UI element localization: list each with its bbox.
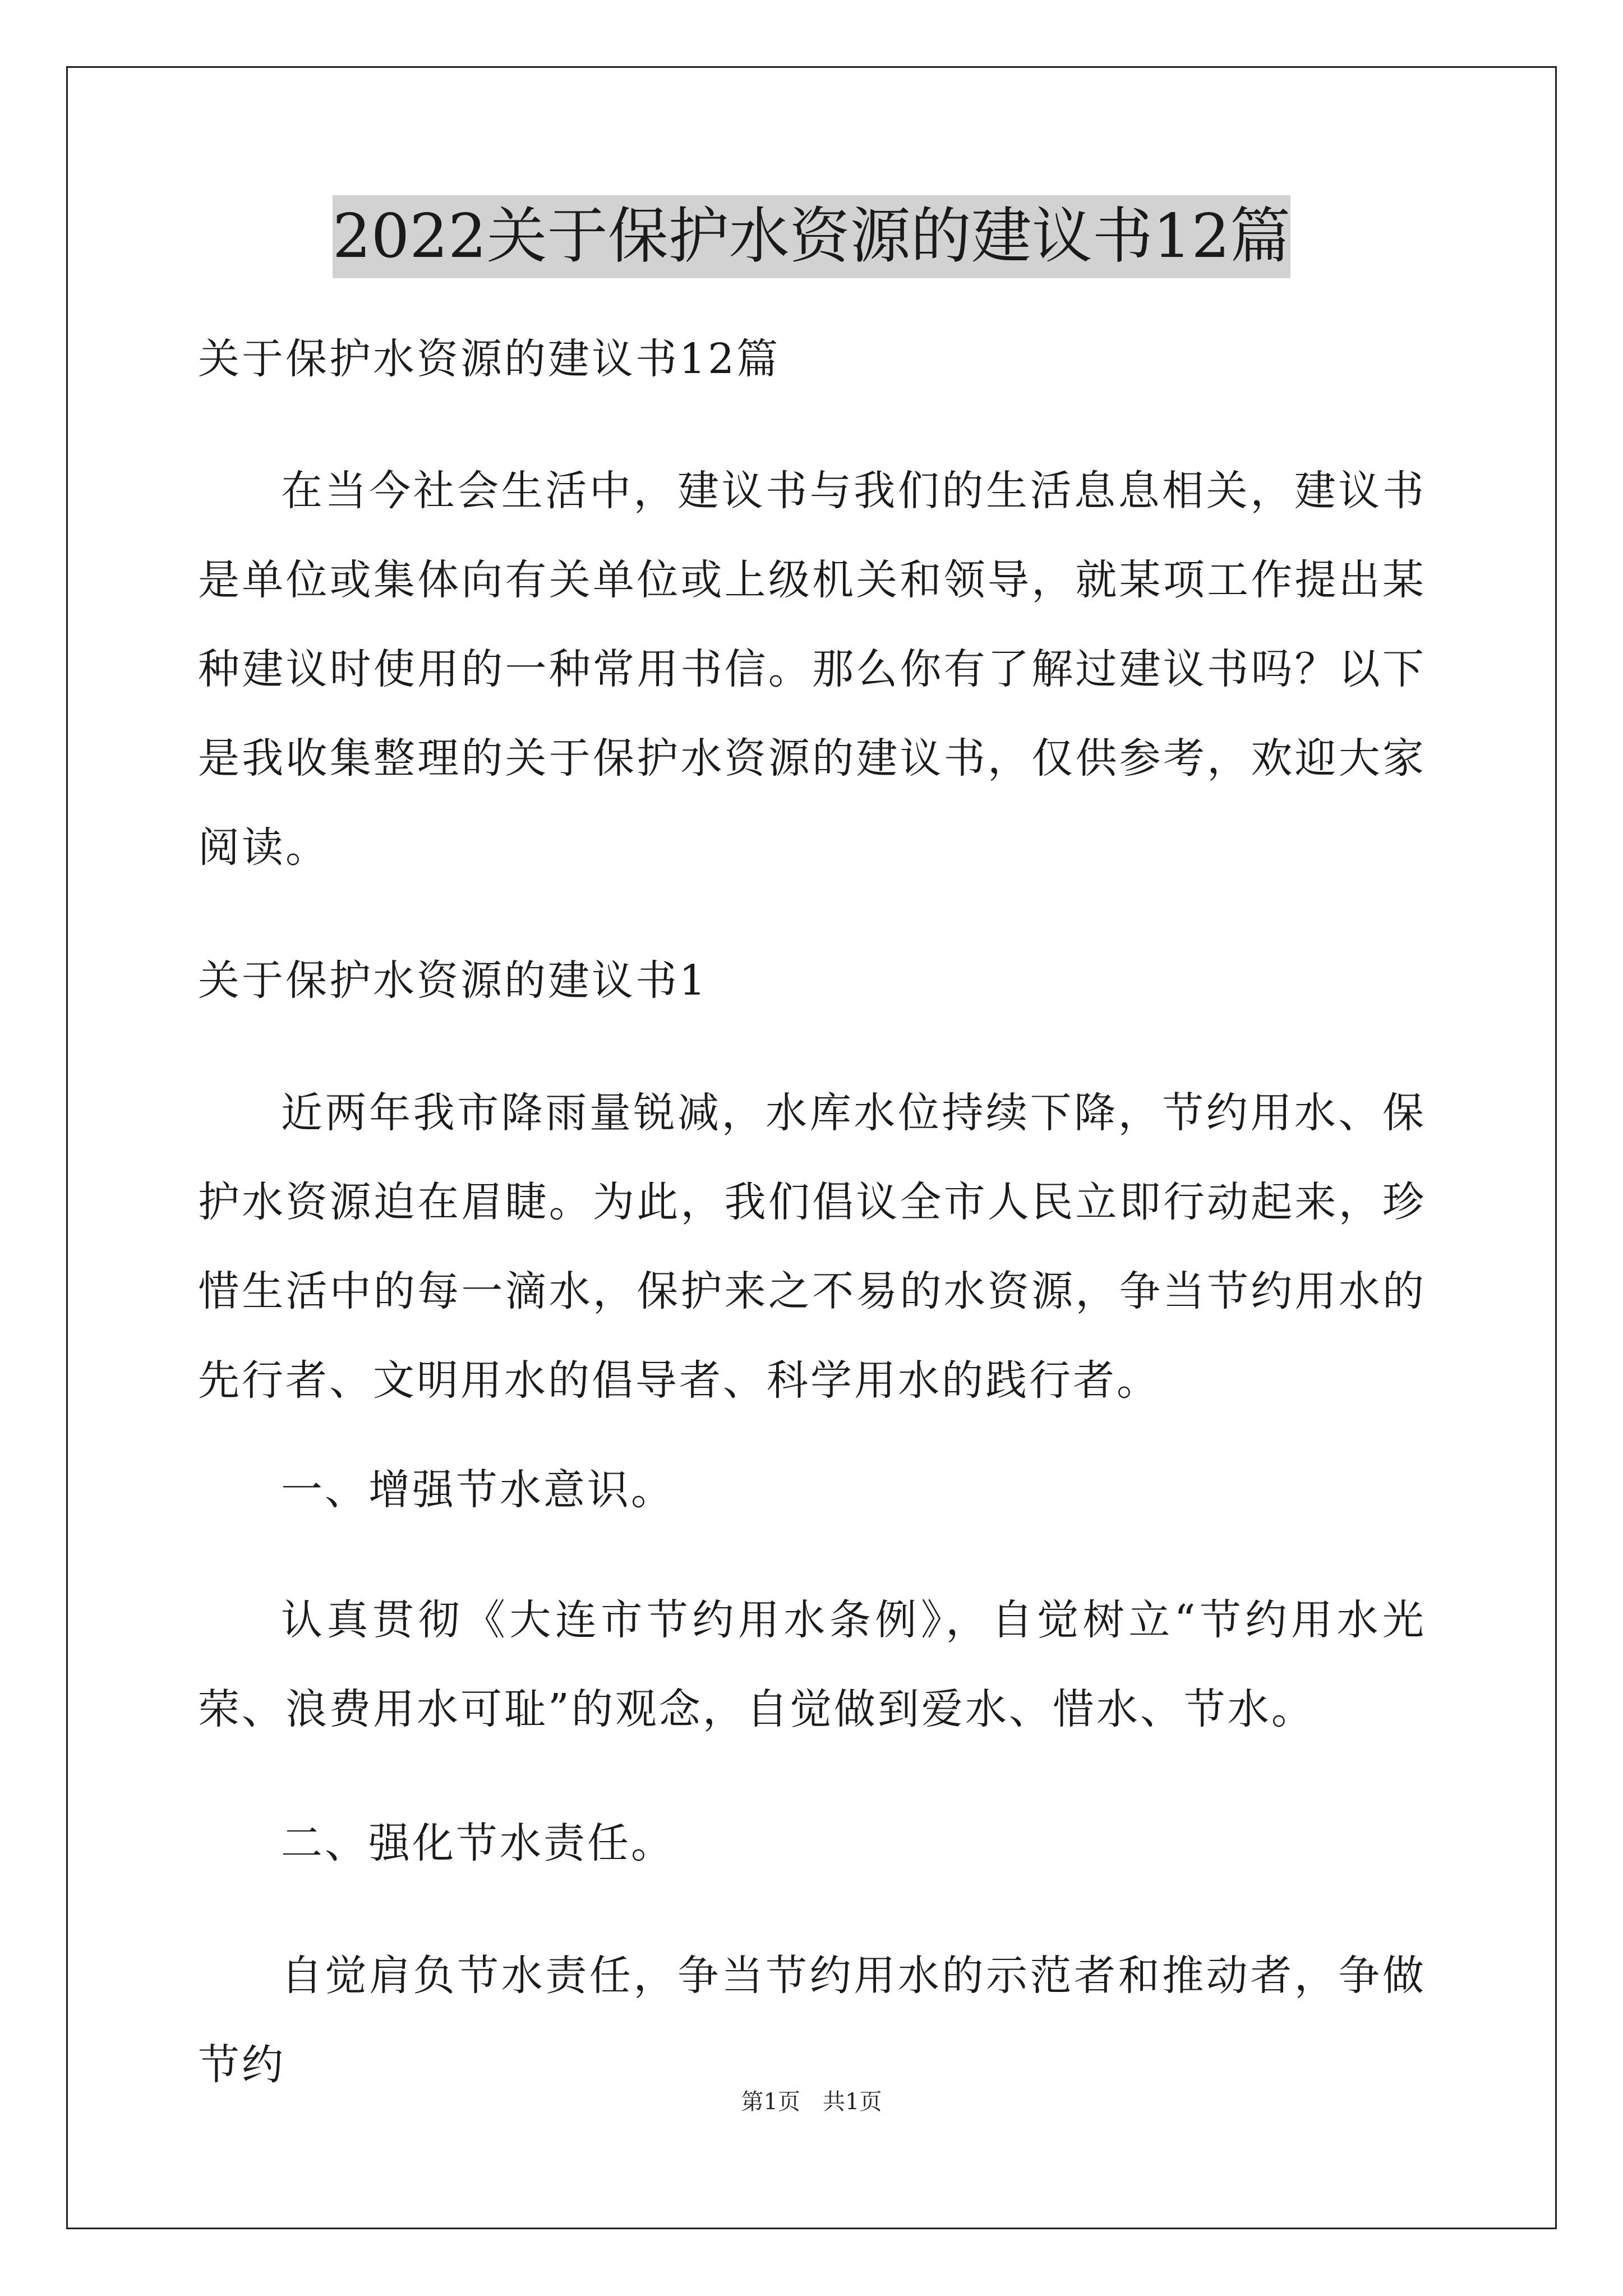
section-paragraph-3: 认真贯彻《大连市节约用水条例》，自觉树立“节约用水光荣、浪费用水可耻”的观念，自觉做到爱水、惜水、节水。 [198,1596,1426,1733]
section-paragraph-5: 自觉肩负节水责任，争当节约用水的示范者和推动者，争做节约 [198,1952,1426,2089]
title-block [0,195,1623,278]
intro-paragraph: 在当今社会生活中，建议书与我们的生活息息相关，建议书是单位或集体向有关单位或上级机关和领导，就某项工作提出某种建议时使用的一种常用书信。那么你有了解过建议书吗？以下是我收集整理的关于保护水资源的建议书，仅供参考，欢迎大家阅读。 [198,467,1426,872]
page-footer: 第1页 共1页 [741,2089,882,2115]
section-paragraph-2: 一、增强节水意识。 [281,1466,675,1514]
section-paragraph-4: 二、强化节水责任。 [281,1819,675,1867]
section-paragraph-1: 近两年我市降雨量锐减，水库水位持续下降，节约用水、保护水资源迫在眉睫。为此，我们倡议全市人民立即行动起来，珍惜生活中的每一滴水，保护来之不易的水资源，争当节约用水的先行者、文明用水的倡导者、科学用水的践行者。 [198,1089,1426,1405]
document-title: 2022关于保护水资源的建议书12篇 [333,195,1290,278]
section-heading: 关于保护水资源的建议书1 [198,956,708,1005]
document-subtitle: 关于保护水资源的建议书12篇 [198,335,781,383]
